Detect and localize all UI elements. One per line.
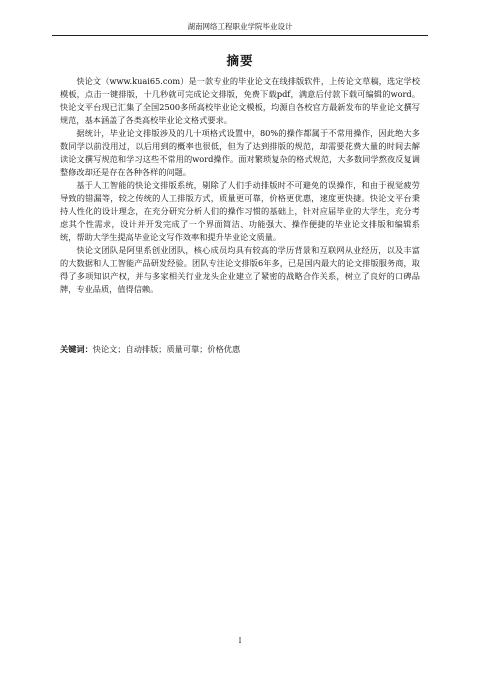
abstract-paragraph: 基于人工智能的快论文排版系统，剔除了人们手动排版时不可避免的误操作，和由于视觉疲劳导致的错漏等，较之传统的人工排版方式，质量更可靠，价格更优惠，速度更快捷。快论文平台秉持人性化的设计理念，在充分研究分析人们的操作习惯的基础上，针对应届毕业的大学生，充分考虑其个性需求，设计并开发完成了一个界面简洁、功能强大、操作便捷的毕业论文排版和编辑系统，帮助大学生提高毕业论文写作效率和提升毕业论文质量。: [60, 180, 420, 242]
page-header: 湖南网络工程职业学院毕业设计: [52, 22, 428, 36]
abstract-title: 摘要: [226, 53, 254, 68]
abstract-paragraph: 据统计，毕业论文排版涉及的几十项格式设置中，80%的操作都属于不常用操作，因此绝大多数同学以前没用过，以后用到的概率也很低，但为了达到排版的规范，却需要花费大量的时间去解读论文撰写规范和学习这些不常用的word操作。面对繁琐复杂的格式规范，大多数同学熬夜反复调整修改却还是存在各种各样的问题。: [60, 128, 420, 177]
page-number: I: [238, 637, 242, 645]
keywords-label: 关键词：: [60, 344, 93, 354]
abstract-paragraph: 快论文（www.kuai65.com）是一款专业的毕业论文在线排版软件，上传论文草稿，选定学校模板，点击一键排版，十几秒就可完成论文排版，免费下载pdf，满意后付款下载可编辑的word。快论文平台现已汇集了全国2500多所高校毕业论文模板，均源自各校官方最新发布的毕业论文撰写规范，基本涵盖了各类高校毕业论文格式要求。: [60, 76, 420, 125]
abstract-paragraph: 快论文团队是阿里系创业团队，核心成员均具有较高的学历背景和互联网从业经历，以及丰富的大数据和人工智能产品研发经验。团队专注论文排版6年多，已是国内最大的论文排版服务商，取得了多项知识产权，并与多家相关行业龙头企业建立了紧密的战略合作关系，树立了良好的口碑品牌，专业品质，值得信赖。: [60, 245, 420, 294]
abstract-body: [60, 75, 420, 296]
keywords-text: 快论文；自动排版；质量可靠；价格优惠: [92, 344, 241, 354]
keywords-line: [60, 343, 420, 356]
